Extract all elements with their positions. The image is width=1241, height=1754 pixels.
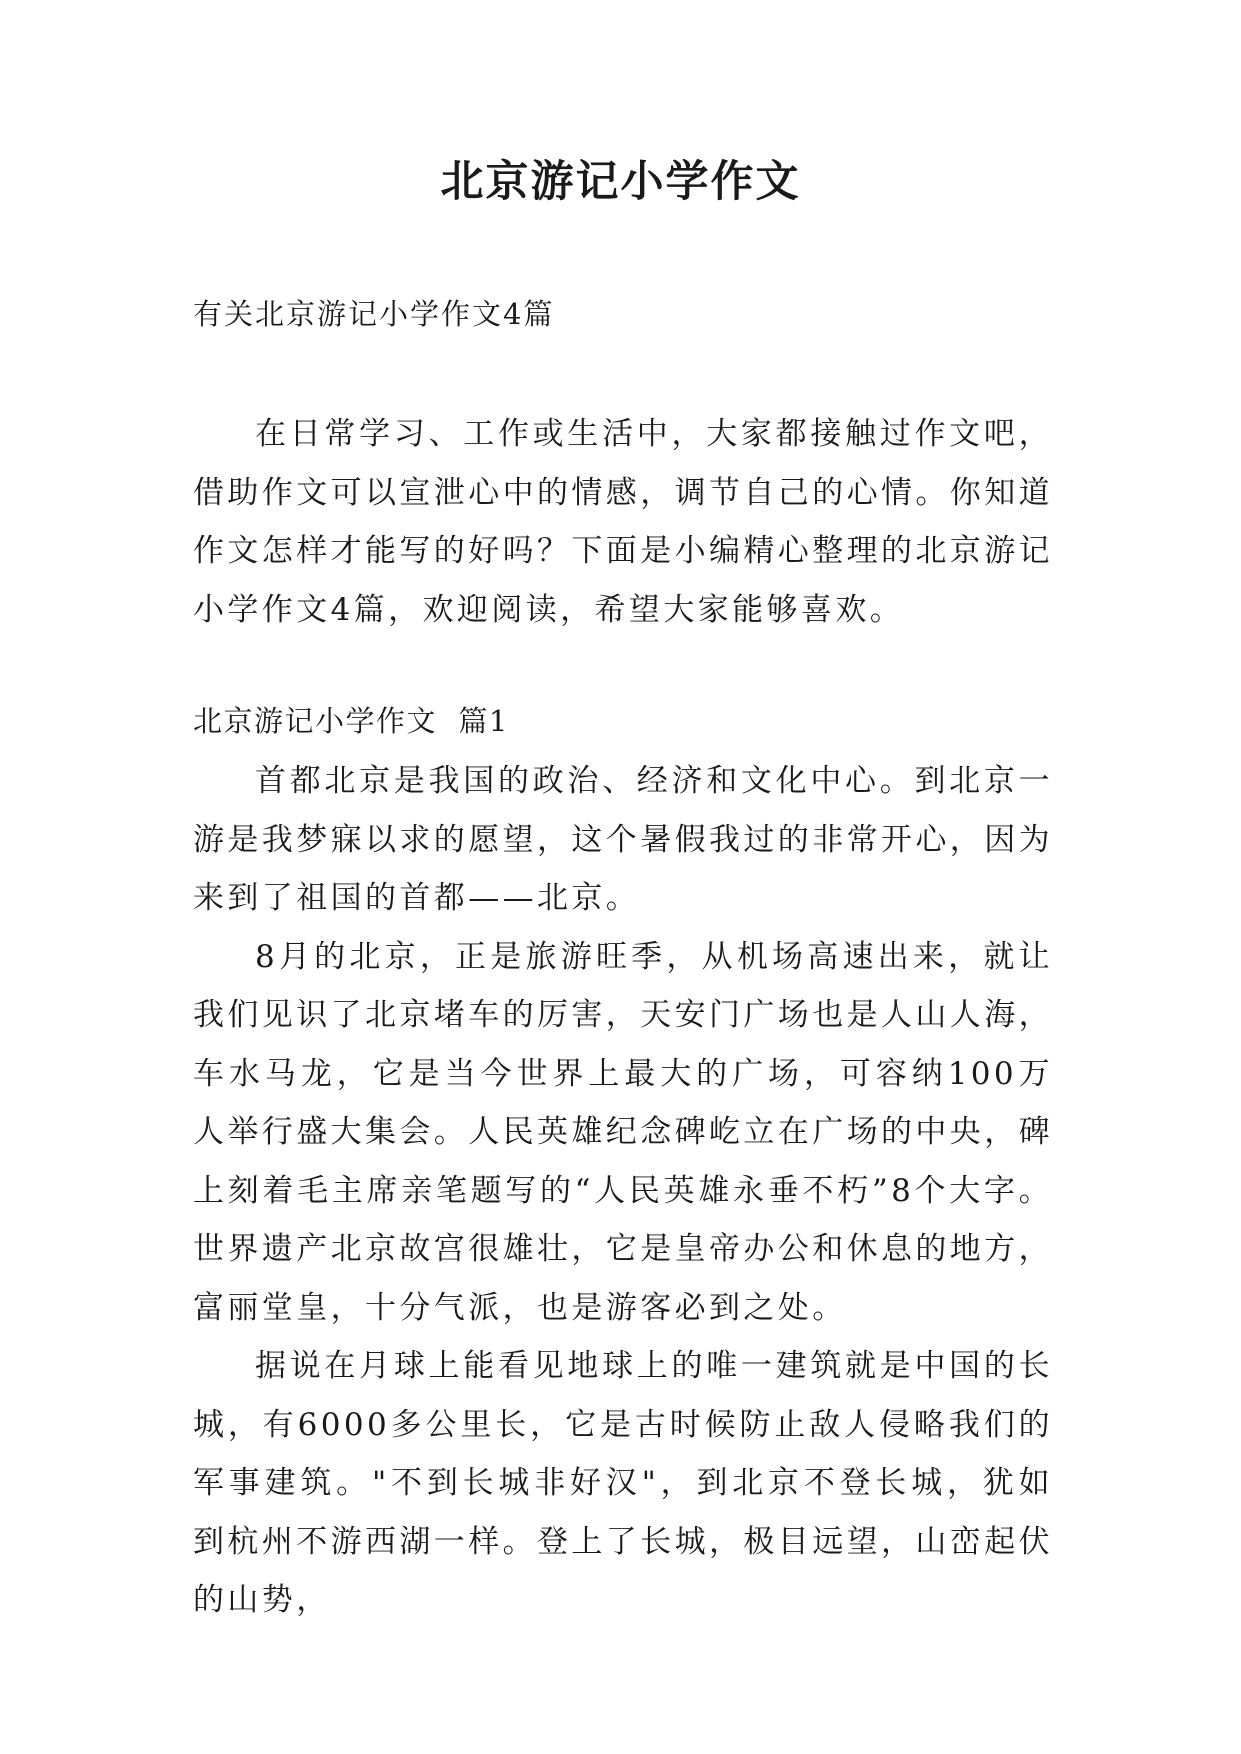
essay-body [193, 752, 1053, 1630]
body-paragraph: 据说在月球上能看见地球上的唯一建筑就是中国的长城，有6000多公里长，它是古时候防止敌人侵略我们的军事建筑。"不到长城非好汉"，到北京不登长城，犹如到杭州不游西湖一样。登上了长城，极目远望，山峦起伏的山势， [193, 1348, 1053, 1618]
document-subtitle: 有关北京游记小学作文4篇 [193, 297, 555, 331]
document-title: 北京游记小学作文 [440, 157, 801, 207]
intro-paragraph: 在日常学习、工作或生活中，大家都接触过作文吧，借助作文可以宣泄心中的情感，调节自己的心情。你知道作文怎样才能写的好吗？下面是小编精心整理的北京游记小学作文4篇，欢迎阅读，希望大家能够喜欢。 [193, 416, 1053, 628]
section-heading: 北京游记小学作文 篇1 [193, 704, 509, 738]
body-paragraph: 8月的北京，正是旅游旺季，从机场高速出来，就让我们见识了北京堵车的厉害，天安门广场也是人山人海，车水马龙，它是当今世界上最大的广场，可容纳100万人举行盛大集会。人民英雄纪念碑屹立在广场的中央，碑上刻着毛主席亲笔题写的“人民英雄永垂不朽”8个大字。世界遗产北京故宫很雄壮，它是皇帝办公和休息的地方，富丽堂皇，十分气派，也是游客必到之处。 [193, 938, 1053, 1326]
body-paragraph: 首都北京是我国的政治、经济和文化中心。到北京一游是我梦寐以求的愿望，这个暑假我过的非常开心，因为来到了祖国的首都——北京。 [193, 763, 1053, 916]
